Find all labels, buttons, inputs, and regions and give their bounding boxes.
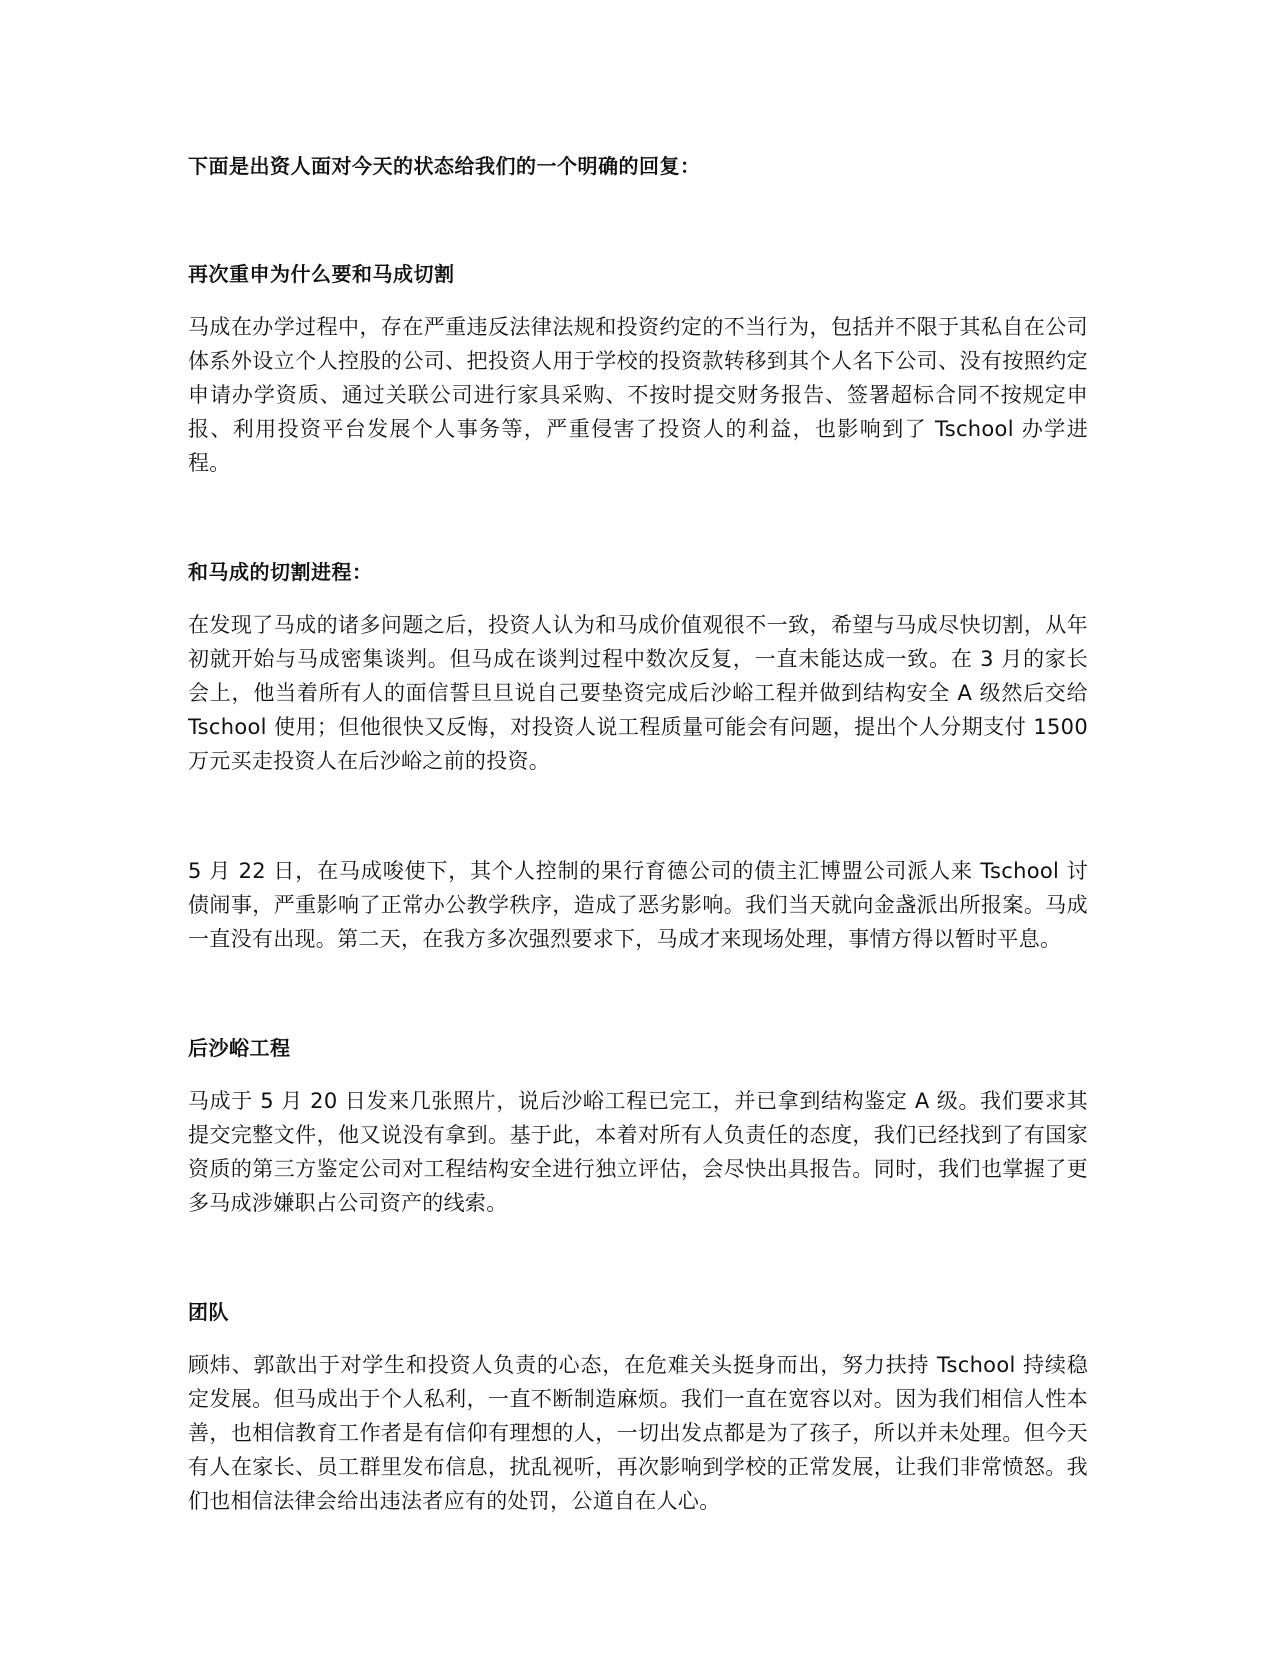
section-body-may-22-incident: 5 月 22 日，在马成唆使下，其个人控制的果行育德公司的债主汇博盟公司派人来 Tschool 讨债闹事，严重影响了正常办公教学秩序，造成了恶劣影响。我们当天就向金盏派出所报案。马成一直没有出现。第二天，在我方多次强烈要求下，马成才来现场处理，事情方得以暂时平息。 <box>188 859 1088 951</box>
section-heading-team: 团队 <box>188 1300 229 1324</box>
section-body-why-separate: 马成在办学过程中，存在严重违反法律法规和投资约定的不当行为，包括并不限于其私自在公司体系外设立个人控股的公司、把投资人用于学校的投资款转移到其个人名下公司、没有按照约定申请办学资质、通过关联公司进行家具采购、不按时提交财务报告、签署超标合同不按规定申报、利用投资平台发展个人事务等，严重侵害了投资人的利益，也影响到了 Tschool 办学进程。 <box>188 315 1088 475</box>
section-heading-why-separate: 再次重申为什么要和马成切割 <box>188 262 455 286</box>
section-body-separation-progress: 在发现了马成的诸多问题之后，投资人认为和马成价值观很不一致，希望与马成尽快切割，从年初就开始与马成密集谈判。但马成在谈判过程中数次反复，一直未能达成一致。在 3 月的家长会上，他当着所有人的面信誓旦旦说自己要垫资完成后沙峪工程并做到结构安全 A 级然后交给 Tschool 使用；但他很快又反悔，对投资人说工程质量可能会有问题，提出个人分期支付 1500 万元买走投资人在后沙峪之前的投资。 <box>188 613 1088 773</box>
section-heading-houshayu-project: 后沙峪工程 <box>188 1036 291 1060</box>
section-body-houshayu-project: 马成于 5 月 20 日发来几张照片，说后沙峪工程已完工，并已拿到结构鉴定 A 级。我们要求其提交完整文件，他又说没有拿到。基于此，本着对所有人负责任的态度，我们已经找到了有国家资质的第三方鉴定公司对工程结构安全进行独立评估，会尽快出具报告。同时，我们也掌握了更多马成涉嫌职占公司资产的线索。 <box>188 1089 1088 1215</box>
document-body <box>188 150 1088 1518</box>
intro-heading: 下面是出资人面对今天的状态给我们的一个明确的回复： <box>188 154 701 178</box>
section-body-team: 顾炜、郭歆出于对学生和投资人负责的心态，在危难关头挺身而出，努力扶持 Tschool 持续稳定发展。但马成出于个人私利，一直不断制造麻烦。我们一直在宽容以对。因为我们相信人性本善，也相信教育工作者是有信仰有理想的人，一切出发点都是为了孩子，所以并未处理。但今天有人在家长、员工群里发布信息，扰乱视听，再次影响到学校的正常发展，让我们非常愤怒。我们也相信法律会给出违法者应有的处罚，公道自在人心。 <box>188 1353 1088 1513</box>
section-heading-separation-progress: 和马成的切割进程： <box>188 560 373 584</box>
